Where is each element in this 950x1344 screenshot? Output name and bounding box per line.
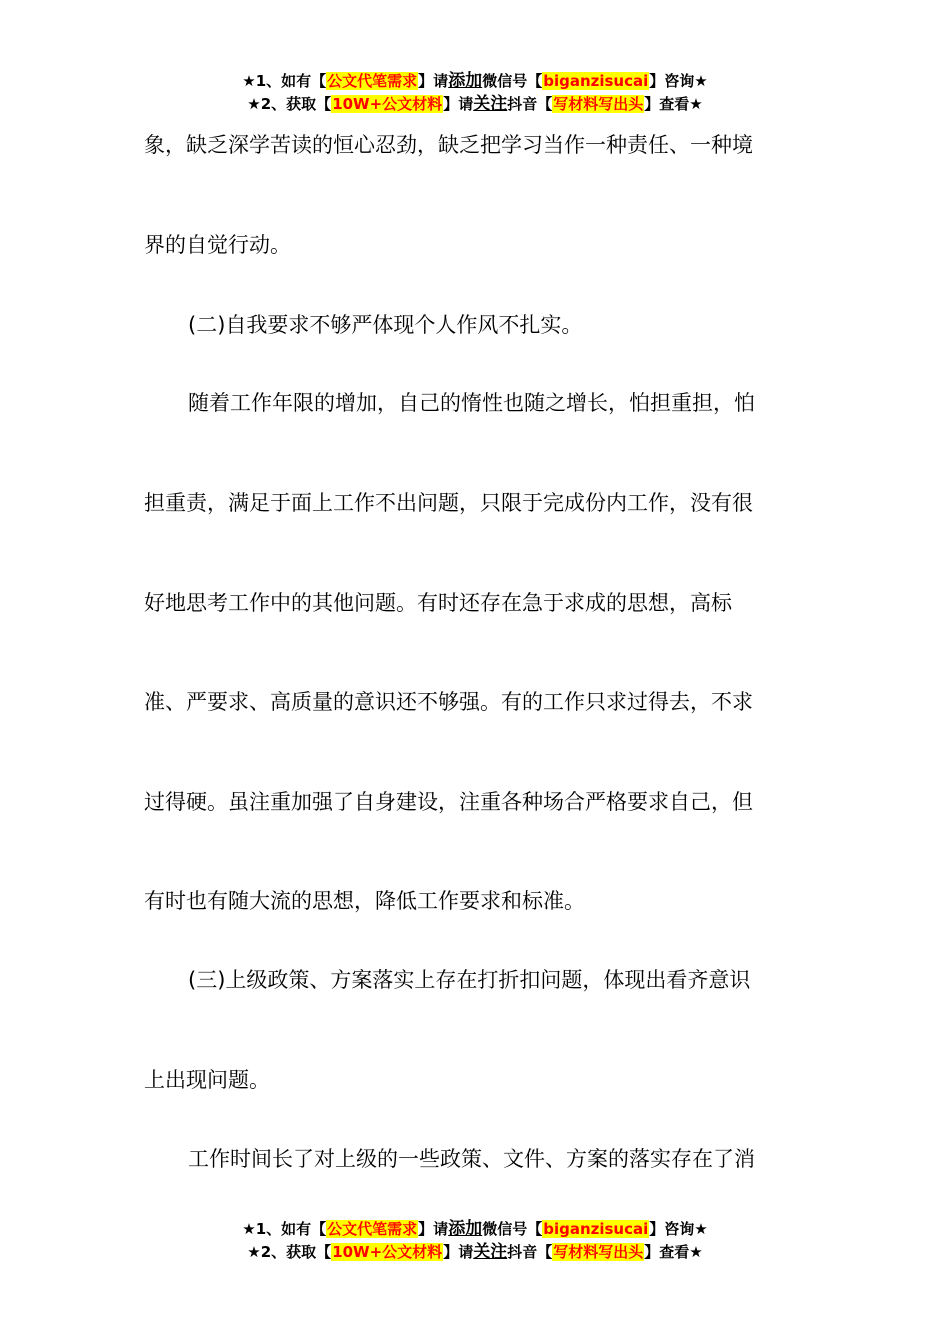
footer-line-1 [0, 1218, 950, 1241]
star-icon: ★ [242, 72, 256, 90]
highlight-materials: 10W+公文材料 [332, 95, 443, 113]
highlight-service: 公文代笔需求 [327, 72, 418, 90]
footer-line-2 [0, 1241, 950, 1264]
emphasis-text: 关注 [473, 94, 508, 114]
highlight-douyin-account: 写材料写出头 [553, 1243, 644, 1261]
highlight-douyin-account: 写材料写出头 [553, 95, 644, 113]
header-line-2 [0, 93, 950, 116]
banner-text: 】查看★ [644, 1243, 703, 1261]
paragraph-line: 准、严要求、高质量的意识还不够强。有的工作只求过得去，不求 [144, 690, 753, 714]
footer-banner [0, 1218, 950, 1264]
header-line-1 [0, 70, 950, 93]
banner-text: 2、获取【 [260, 95, 332, 113]
banner-text: 】请 [443, 1243, 474, 1261]
highlight-service: 公文代笔需求 [327, 1220, 418, 1238]
star-icon: ★ [247, 95, 261, 113]
header-banner [0, 70, 950, 116]
banner-text: 2、获取【 [260, 1243, 332, 1261]
paragraph-line: 担重责，满足于面上工作不出问题，只限于完成份内工作，没有很 [144, 491, 753, 515]
banner-text: 】请 [443, 95, 474, 113]
paragraph-line: 象，缺乏深学苦读的恒心忍劲，缺乏把学习当作一种责任、一种境 [144, 133, 753, 157]
emphasis-text: 添加 [448, 71, 483, 91]
section-heading: 上出现问题。 [144, 1068, 270, 1092]
paragraph-line: 好地思考工作中的其他问题。有时还存在急于求成的思想，高标 [144, 591, 732, 615]
star-icon: ★ [242, 1220, 256, 1238]
paragraph-line: 随着工作年限的增加，自己的惰性也随之增长，怕担重担，怕 [188, 391, 755, 415]
star-icon: ★ [247, 1243, 261, 1261]
banner-text: 微信号【 [482, 72, 543, 90]
banner-text: 1、如有【 [255, 72, 327, 90]
banner-text: 1、如有【 [255, 1220, 327, 1238]
banner-text: 抖音【 [507, 1243, 553, 1261]
banner-text: 】请 [418, 72, 449, 90]
banner-text: 】查看★ [644, 95, 703, 113]
banner-text: 】咨询★ [649, 1220, 708, 1238]
paragraph-line: 工作时间长了对上级的一些政策、文件、方案的落实存在了消 [188, 1147, 755, 1171]
paragraph-line: 界的自觉行动。 [144, 233, 291, 257]
paragraph-line: 有时也有随大流的思想，降低工作要求和标准。 [144, 889, 585, 913]
highlight-wechat-id: biganzisucai [543, 72, 649, 90]
paragraph-line: 过得硬。虽注重加强了自身建设，注重各种场合严格要求自己，但 [144, 790, 753, 814]
section-heading: (二)自我要求不够严体现个人作风不扎实。 [188, 313, 583, 337]
highlight-materials: 10W+公文材料 [332, 1243, 443, 1261]
banner-text: 微信号【 [482, 1220, 543, 1238]
highlight-wechat-id: biganzisucai [543, 1220, 649, 1238]
banner-text: 】请 [418, 1220, 449, 1238]
banner-text: 抖音【 [507, 95, 553, 113]
emphasis-text: 关注 [473, 1242, 508, 1262]
section-heading: (三)上级政策、方案落实上存在打折扣问题，体现出看齐意识 [188, 968, 751, 992]
emphasis-text: 添加 [448, 1219, 483, 1239]
banner-text: 】咨询★ [649, 72, 708, 90]
